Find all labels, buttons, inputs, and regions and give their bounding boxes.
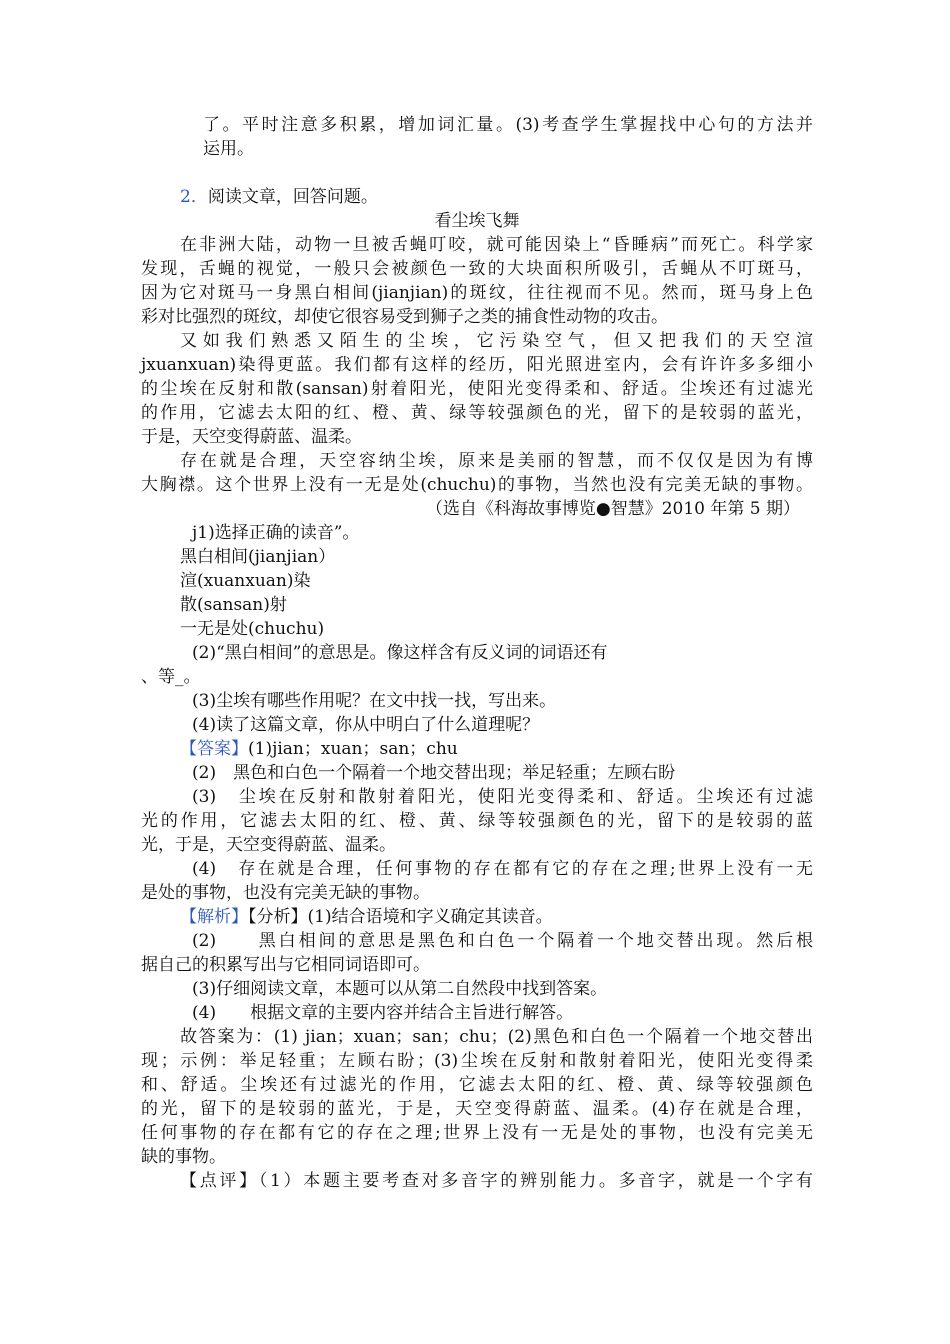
answer-4-cont: 是处的事物，也没有完美无缺的事物。: [141, 883, 430, 903]
comment-line: 【点评】（1）本题主要考查对多音字的辨别能力。多音字，就是一个字有: [180, 1171, 813, 1191]
option-item: 散(sansan)射: [180, 595, 287, 615]
sub-question-2-cont: 、等_。: [141, 667, 201, 687]
option-item: 黑白相间(jianjian）: [180, 547, 336, 567]
article-line: 发现，舌蝇的视觉，一般只会被颜色一致的大块面积所吸引，舌蝇从不叮斑马，: [141, 259, 813, 279]
article-line: 在非洲大陆，动物一旦被舌蝇叮咬，就可能因染上“昏睡病”而死亡。科学家: [180, 235, 813, 255]
analysis-tag: 【解析】: [180, 907, 248, 927]
answer-4: (4) 存在就是合理，任何事物的存在都有它的存在之理;世界上没有一无: [192, 859, 813, 879]
answer-3-cont: 光的作用，它滤去太阳的红、橙、黄、绿等较强颜色的光，留下的是较弱的蓝: [141, 811, 813, 831]
article-source: （选自《科海故事博览●智慧》2010 年第 5 期）: [425, 499, 800, 519]
answer-tag: 【答案】: [180, 739, 248, 759]
answer-3: (3) 尘埃在反射和散射着阳光，使阳光变得柔和、舒适。尘埃还有过滤: [192, 787, 813, 807]
answer-2: (2) 黑色和白色一个隔着一个地交替出现；举足轻重；左顾右盼: [192, 763, 676, 783]
article-line: 彩对比强烈的斑纹，却使它很容易受到狮子之类的捕食性动物的攻击。: [141, 307, 668, 327]
article-title: 看尘埃飞舞: [434, 211, 520, 231]
final-answer-cont: 和、舒适。尘埃还有过滤光的作用，它滤去太阳的红、橙、黄、绿等较强颜色: [141, 1075, 813, 1095]
question-heading: [180, 185, 852, 209]
question-number: 2．: [180, 187, 208, 207]
final-answer: 故答案为：(1) jian；xuan；san；chu；(2)黑色和白色一个隔着一个地交替出: [180, 1027, 813, 1047]
article-line: 于是，天空变得蔚蓝、温柔。: [141, 427, 362, 447]
final-answer-cont: 的光，留下的是较弱的蓝光，于是，天空变得蔚蓝、温柔。(4)存在就是合理，: [141, 1099, 813, 1119]
sub-question-1: j1)选择正确的读音”。: [192, 523, 360, 543]
final-answer-cont: 缺的事物。: [141, 1147, 226, 1167]
option-item: 渲(xuanxuan)染: [180, 571, 311, 591]
article-line: 存在就是合理，天空容纳尘埃，原来是美丽的智慧，而不仅仅是因为有博: [180, 451, 813, 471]
analysis-2: (2) 黑白相间的意思是黑色和白色一个隔着一个地交替出现。然后根: [192, 931, 813, 951]
text-line: 了。平时注意多积累，增加词汇量。(3)考查学生掌握找中心句的方法并: [203, 115, 813, 135]
article-line: 的尘埃在反射和散(sansan)射着阳光，使阳光变得柔和、舒适。尘埃还有过滤光: [141, 379, 813, 399]
answer-1: (1)jian；xuan；san；chu: [248, 739, 458, 759]
final-answer-cont: 任何事物的存在都有它的存在之理;世界上没有一无是处的事物，也没有完美无: [141, 1123, 813, 1143]
analysis-3: (3)仔细阅读文章，本题可以从第二自然段中找到答案。: [192, 979, 608, 999]
answer-heading: [180, 737, 852, 761]
option-item: 一无是处(chuchu): [180, 619, 325, 639]
answer-3-cont: 光，于是，天空变得蔚蓝、温柔。: [141, 835, 396, 855]
analysis-1: 【分析】(1)结合语境和字义确定其读音。: [248, 907, 553, 927]
analysis-2-cont: 据自己的积累写出与它相同词语即可。: [141, 955, 430, 975]
text-line: 运用。: [203, 139, 254, 159]
article-line: 大胸襟。这个世界上没有一无是处(chuchu)的事物，当然也没有完美无缺的事物。: [141, 475, 813, 495]
sub-question-3: (3)尘埃有哪些作用呢？在文中找一找，写出来。: [192, 691, 557, 711]
final-answer-cont: 现；示例：举足轻重；左顾右盼；(3)尘埃在反射和散射着阳光，使阳光变得柔: [141, 1051, 813, 1071]
article-line: jxuanxuan)染得更蓝。我们都有这样的经历，阳光照进室内，会有许许多多细小: [141, 355, 813, 375]
article-line: 因为它对斑马一身黑白相间(jianjian)的斑纹，往往视而不见。然而，斑马身上色: [141, 283, 813, 303]
analysis-heading: [180, 905, 852, 929]
article-line: 又如我们熟悉又陌生的尘埃，它污染空气，但又把我们的天空渲: [180, 331, 813, 351]
sub-question-4: (4)读了这篇文章，你从中明白了什么道理呢？: [192, 715, 540, 735]
sub-question-2: (2)“黑白相间”的意思是。像这样含有反义词的词语还有: [192, 643, 608, 663]
question-text: 阅读文章，回答问题。: [207, 187, 378, 207]
analysis-4: (4) 根据文章的主要内容并结合主旨进行解答。: [192, 1003, 574, 1023]
article-line: 的作用，它滤去太阳的红、橙、黄、绿等较强颜色的光，留下的是较弱的蓝光，: [141, 403, 813, 423]
